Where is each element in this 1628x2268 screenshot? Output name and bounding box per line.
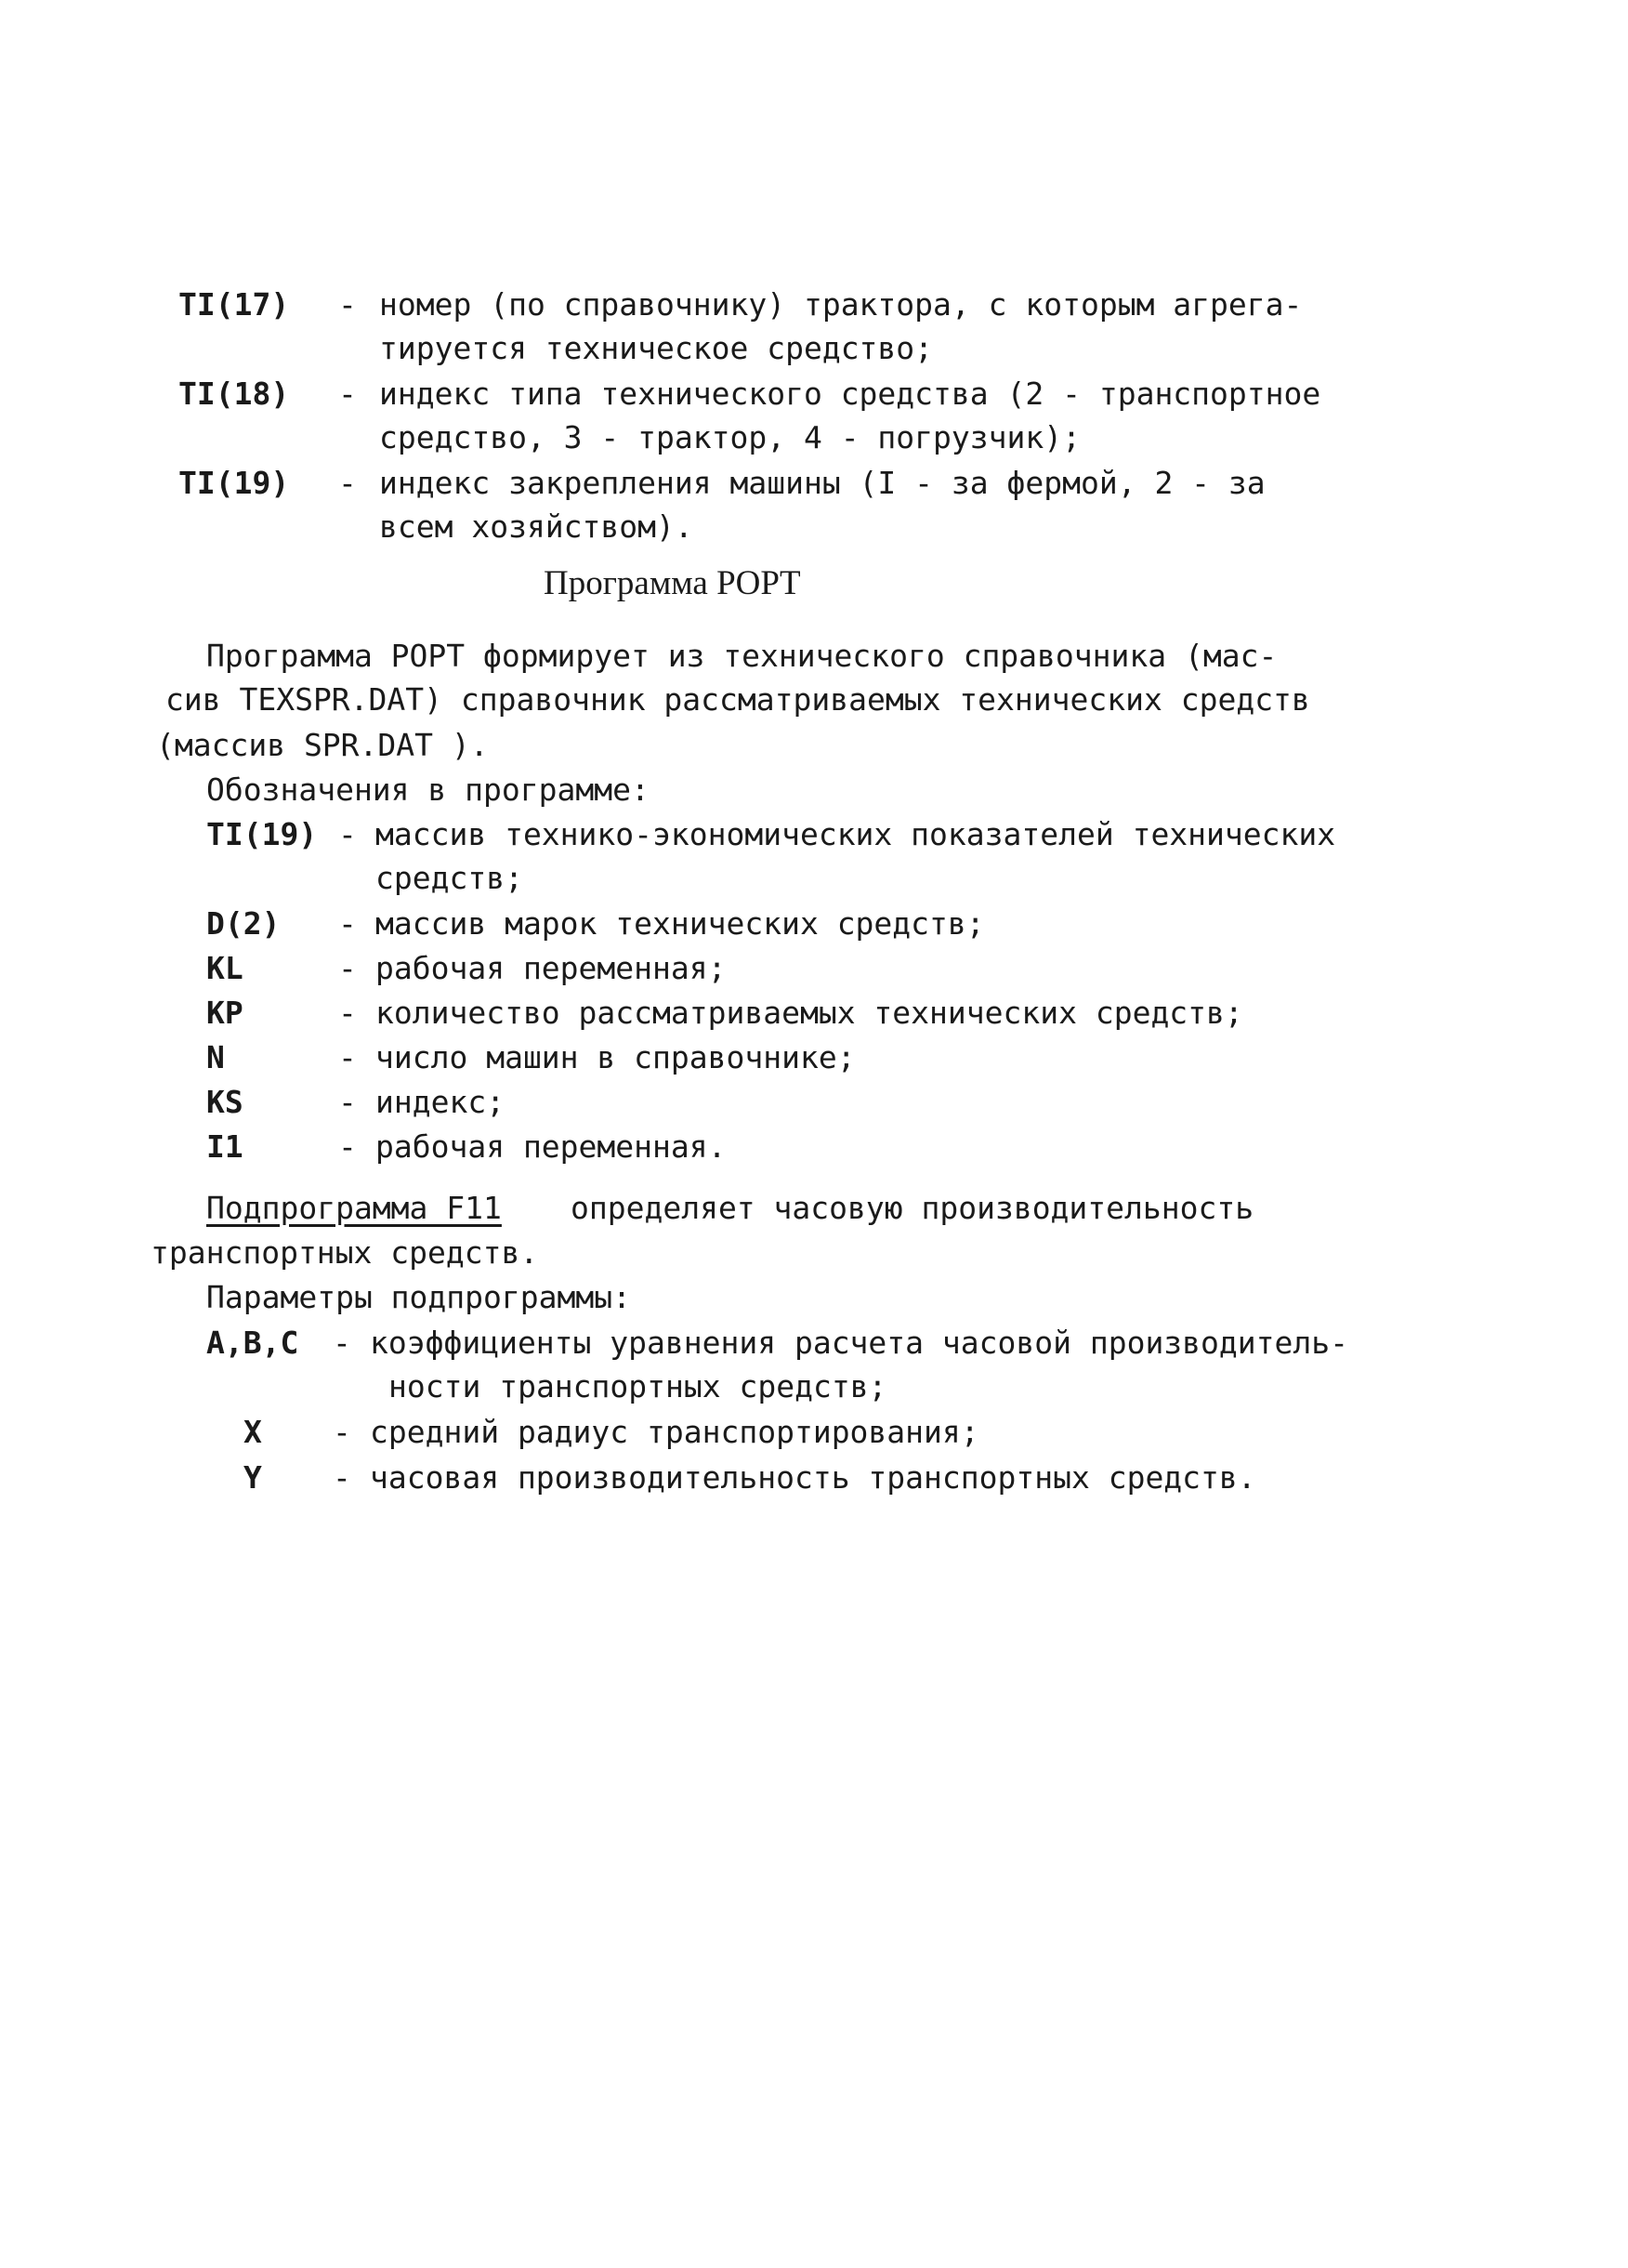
intro-line: сив TEXSPR.DAT) справочник рассматриваемых технических средств [165,681,1310,718]
designation-dash: - [338,950,357,986]
designation-dash: - [338,1084,357,1120]
parameter-term: X [243,1414,262,1450]
parameter-text: ности транспортных средств; [388,1368,887,1404]
designation-text: рабочая переменная; [375,950,727,986]
subprogram-name: Подпрограмма F11 [206,1190,502,1226]
designation-term: I1 [206,1128,243,1165]
designation-text: средств; [375,860,523,896]
parameter-dash: - [333,1459,351,1496]
parameter-text: коэффициенты уравнения расчета часовой производитель- [370,1325,1348,1361]
parameter-dash: - [333,1414,351,1450]
parameter-text: часовая производительность транспортных средств. [370,1459,1256,1496]
designation-dash: - [338,905,357,942]
designation-text: массив технико-экономических показателей технических [375,816,1336,852]
designation-dash: - [338,816,357,852]
definition-text: индекс типа технического средства (2 - транспортное [379,376,1321,412]
section-title: Программа POPT [544,564,801,602]
designation-dash: - [338,995,357,1031]
parameter-dash: - [333,1325,351,1361]
designation-term: TI(19) [206,816,318,852]
definition-text: всем хозяйством). [379,508,693,545]
designation-text: массив марок технических средств; [375,905,985,942]
definition-dash: - [338,465,357,501]
parameter-term: Y [243,1459,262,1496]
intro-line: (массив SPR.DAT ). [156,727,489,763]
designation-text: индекс; [375,1084,505,1120]
definition-dash: - [338,286,357,323]
designations-title: Обозначения в программе: [206,771,650,808]
designation-text: рабочая переменная. [375,1128,727,1165]
definition-term: TI(17) [178,286,290,323]
designation-term: KL [206,950,243,986]
definition-text: номер (по справочнику) трактора, с которым агрега- [379,286,1303,323]
definition-term: TI(18) [178,376,290,412]
definition-dash: - [338,376,357,412]
definition-text: тируется техническое средство; [379,330,934,366]
designation-text: число машин в справочнике; [375,1039,856,1075]
subprogram-description: определяет часовую производительность [571,1190,1254,1226]
parameter-term: A,B,C [206,1325,299,1361]
designation-term: KP [206,995,243,1031]
definition-text: средство, 3 - трактор, 4 - погрузчик); [379,419,1081,455]
intro-line: Программа POPT формирует из технического справочника (мас- [206,638,1278,674]
designation-dash: - [338,1128,357,1165]
designation-term: N [206,1039,225,1075]
definition-term: TI(19) [178,465,290,501]
designation-dash: - [338,1039,357,1075]
designation-term: KS [206,1084,243,1120]
designation-term: D(2) [206,905,281,942]
definition-text: индекс закрепления машины (I - за фермой, 2 - за [379,465,1266,501]
parameter-text: средний радиус транспортирования; [370,1414,979,1450]
subprogram-description-cont: транспортных средств. [151,1234,539,1271]
designation-text: количество рассматриваемых технических средств; [375,995,1243,1031]
params-title: Параметры подпрограммы: [206,1279,631,1315]
